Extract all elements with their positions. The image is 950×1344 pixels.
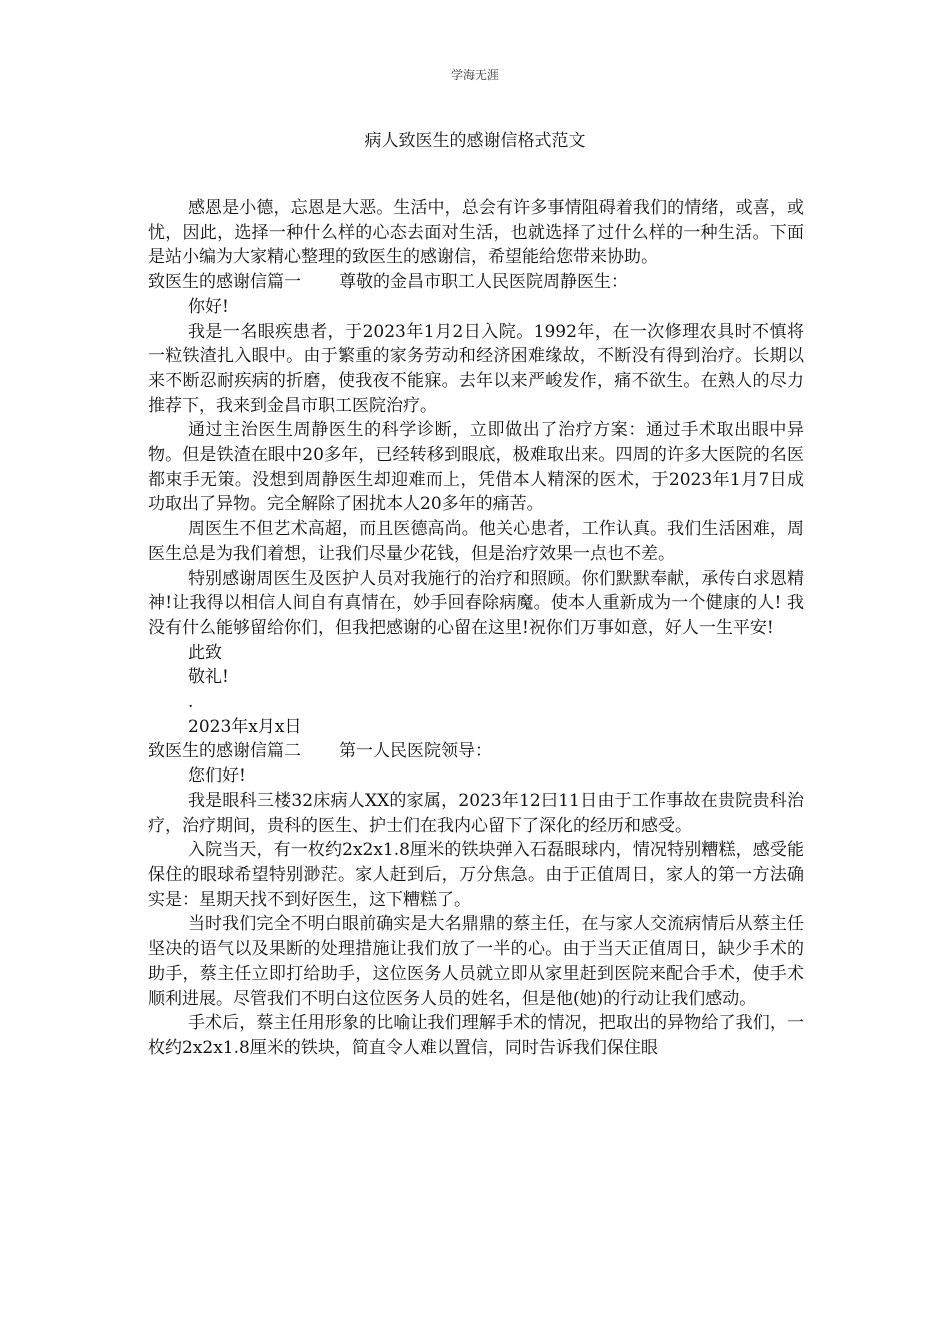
letter2-paragraph-3: 当时我们完全不明白眼前确实是大名鼎鼎的蔡主任，在与家人交流病情后从蔡主任坚决的语气以及果断的处理措施让我们放了一半的心。由于当天正值周日，缺少手术的助手，蔡主任立即打给助手，这位医务人员就立即从家里赶到医院来配合手术，使手术顺利进展。尽管我们不明白这位医务人员的姓名，但是他(她)的行动让我们感动。	[148, 914, 804, 1009]
letter2-paragraph-2: 入院当天，有一枚约2x2x1.8厘米的铁块弹入石磊眼球内，情况特别糟糕，感受能保住的眼球希望特别渺茫。家人赶到后，万分焦急。由于正值周日，家人的第一方法确实是：星期天找不到好医生，这下糟糕了。	[148, 840, 804, 910]
letter1-date: 2023年x月x日	[188, 716, 302, 737]
letter1-paragraph-3: 周医生不但艺术高超，而且医德高尚。他关心患者，工作认真。我们生活困难，周医生总是为我们着想，让我们尽量少花钱，但是治疗效果一点也不差。	[148, 519, 804, 564]
header-text: 学海无涯	[450, 68, 499, 82]
letter1-dot: .	[188, 692, 194, 713]
letter2-section-label: 致医生的感谢信篇二	[148, 741, 301, 762]
letter1-salutation: 尊敬的金昌市职工人民医院周静医生：	[339, 272, 628, 293]
page-header	[0, 66, 950, 83]
letter1-greeting: 你好!	[188, 296, 229, 317]
document-title: 病人致医生的感谢信格式范文	[364, 131, 586, 151]
letter1-paragraph-4: 特别感谢周医生及医护人员对我施行的治疗和照顾。你们默默奉献，承传白求恩精神!让我得以相信人间自有真情在，妙手回春除病魔。使本人重新成为一个健康的人! 我没有什么能够留给你们，但我把感谢的心留在这里!祝你们万事如意，好人一生平安!	[148, 568, 804, 638]
letter1-regards: 敬礼!	[188, 667, 229, 688]
letter1-section-label: 致医生的感谢信篇一	[148, 272, 301, 293]
letter2-paragraph-4: 手术后，蔡主任用形象的比喻让我们理解手术的情况，把取出的异物给了我们，一枚约2x2x1.8厘米的铁块，简直令人难以置信，同时告诉我们保住眼	[148, 1013, 804, 1058]
letter2-heading	[148, 739, 804, 764]
intro-paragraph: 感恩是小德，忘恩是大恶。生活中，总会有许多事情阻碍着我们的情绪，或喜，或忧，因此，选择一种什么样的心态去面对生活，也就选择了过什么样的一种生活。下面是站小编为大家精心整理的致医生的感谢信，希望能给您带来协助。	[148, 198, 804, 268]
letter1-paragraph-1: 我是一名眼疾患者，于2023年1月2日入院。1992年，在一次修理农具时不慎将一粒铁渣扎入眼中。由于繁重的家务劳动和经济困难缘故，不断没有得到治疗。长期以来不断忍耐疾病的折磨，使我夜不能寐。去年以来严峻发作，痛不欲生。在熟人的尽力推荐下，我来到金昌市职工医院治疗。	[148, 321, 804, 416]
letter1-paragraph-2: 通过主治医生周静医生的科学诊断，立即做出了治疗方案：通过手术取出眼中异物。但是铁渣在眼中20多年，已经转移到眼底，极难取出来。四周的许多大医院的名医都束手无策。没想到周静医生却迎难而上，凭借本人精深的医术，于2023年1月7日成功取出了异物。完全解除了困扰本人20多年的痛苦。	[148, 420, 804, 515]
letter2-salutation: 第一人民医院领导：	[339, 741, 492, 762]
letter1-heading	[148, 270, 804, 295]
letter2-paragraph-1: 我是眼科三楼32床病人XX的家属，2023年12曰11日由于工作事故在贵院贵科治疗，治疗期间，贵科的医生、护士们在我内心留下了深化的经历和感受。	[148, 790, 804, 836]
document-body	[148, 196, 804, 1061]
letter1-closing: 此致	[188, 642, 222, 663]
letter2-greeting: 您们好!	[188, 766, 246, 787]
